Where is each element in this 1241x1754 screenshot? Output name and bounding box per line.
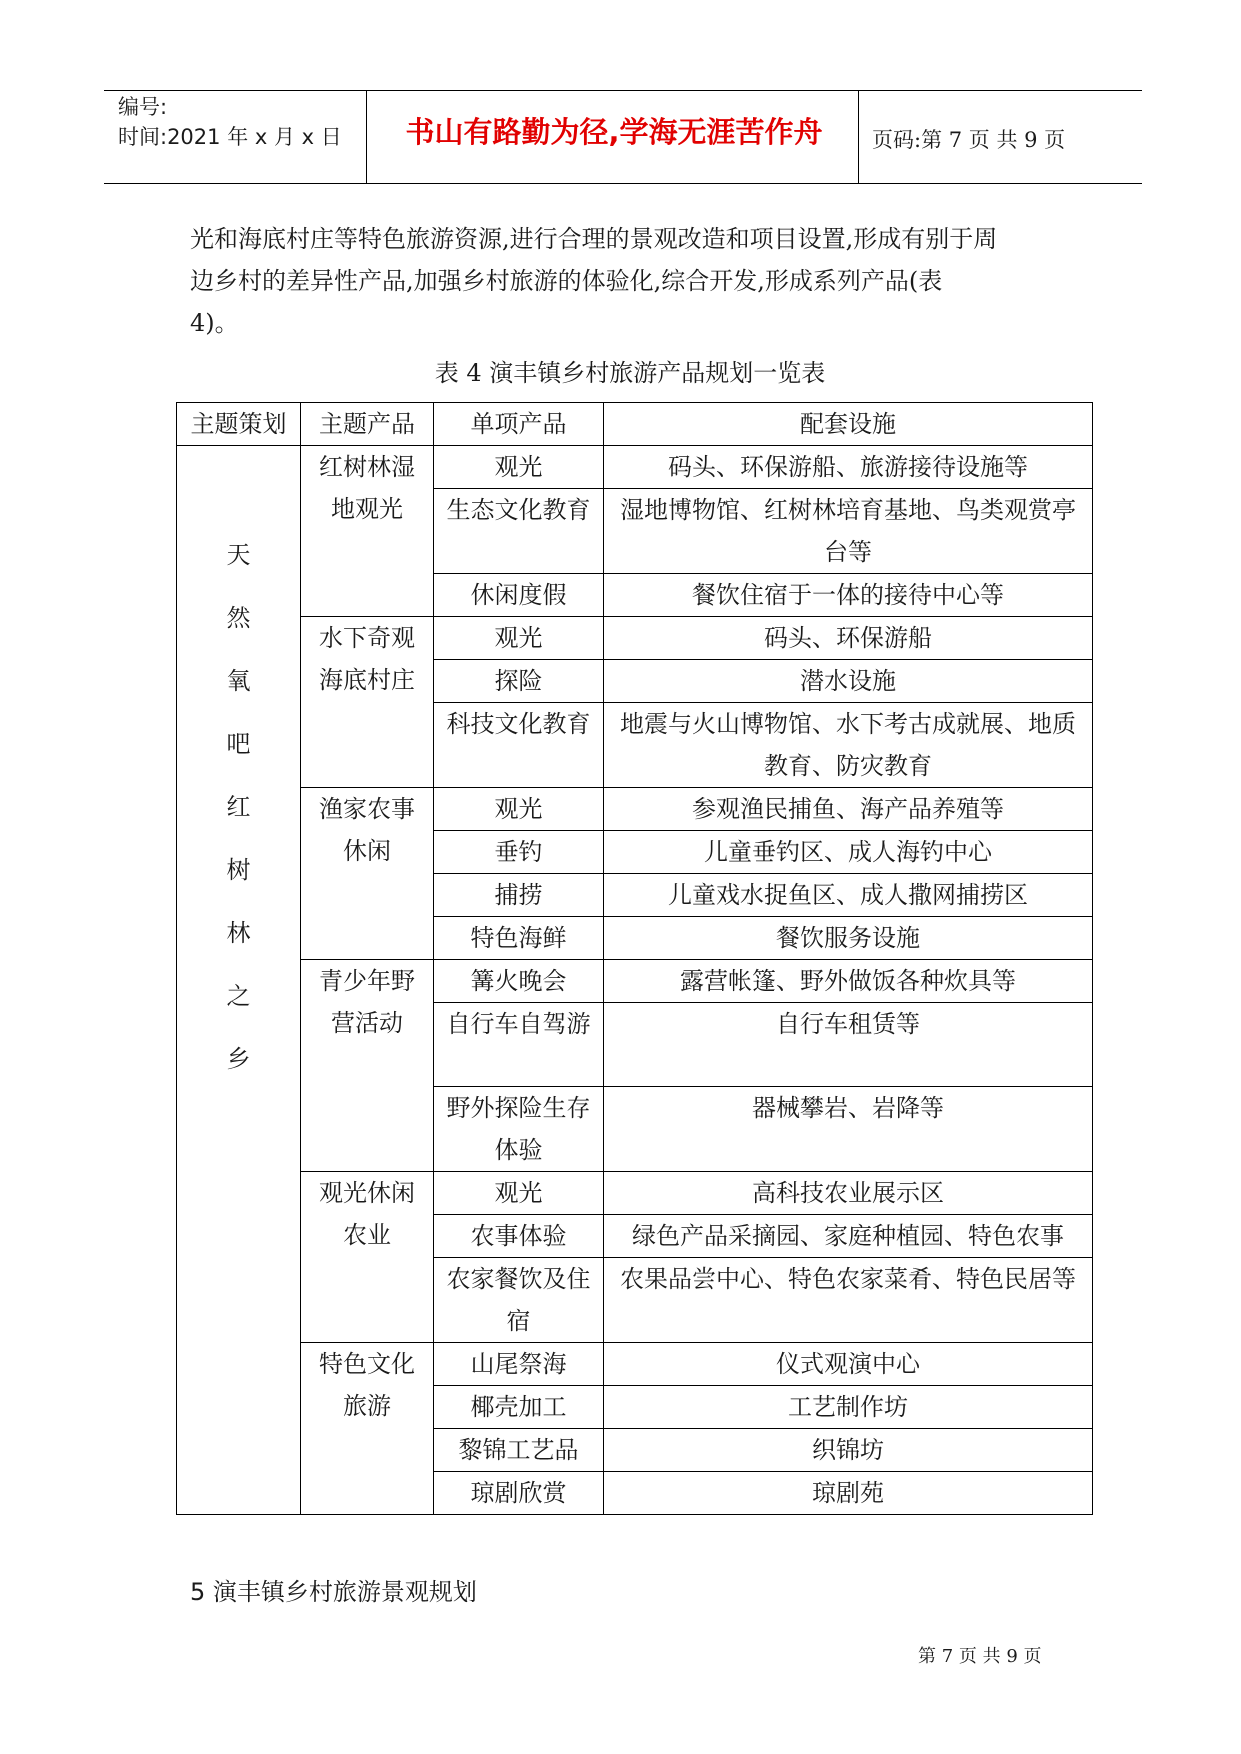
facility-cell: 参观渔民捕鱼、海产品养殖等 (604, 788, 1093, 831)
item-product-cell: 篝火晚会 (434, 960, 604, 1003)
theme-product-cell: 红树林湿地观光 (301, 446, 434, 617)
facility-cell: 湿地博物馆、红树林培育基地、鸟类观赏亭台等 (604, 489, 1093, 574)
header-bottom-rule (104, 183, 1142, 184)
theme-product-cell: 渔家农事休闲 (301, 788, 434, 960)
table-row (177, 1172, 1093, 1215)
facility-cell: 绿色产品采摘园、家庭种植园、特色农事 (604, 1215, 1093, 1258)
table-row (177, 960, 1093, 1003)
theme-char: 乡 (226, 1045, 251, 1073)
table-row (177, 446, 1093, 489)
theme-char: 红 (226, 793, 251, 821)
header-meta (118, 92, 342, 152)
item-product-cell: 自行车自驾游 (434, 1003, 604, 1087)
item-product-cell: 琼剧欣赏 (434, 1472, 604, 1515)
theme-product-cell: 特色文化旅游 (301, 1343, 434, 1515)
item-product-cell: 农事体验 (434, 1215, 604, 1258)
facility-cell: 码头、环保游船、旅游接待设施等 (604, 446, 1093, 489)
item-product-cell: 野外探险生存体验 (434, 1087, 604, 1172)
header-motto: 书山有路勤为径,学海无涯苦作舟 (405, 115, 823, 149)
facility-cell: 潜水设施 (604, 660, 1093, 703)
table-header-row (177, 403, 1093, 446)
column-header: 配套设施 (604, 403, 1093, 446)
document-number-label: 编号: (118, 95, 168, 119)
document-time-label: 时间:2021 年 x 月 x 日 (118, 125, 342, 149)
item-product-cell: 休闲度假 (434, 574, 604, 617)
facility-cell: 儿童戏水捉鱼区、成人撒网捕捞区 (604, 874, 1093, 917)
facility-cell: 器械攀岩、岩降等 (604, 1087, 1093, 1172)
item-product-cell: 观光 (434, 788, 604, 831)
column-header: 单项产品 (434, 403, 604, 446)
item-product-cell: 山尾祭海 (434, 1343, 604, 1386)
column-header: 主题产品 (301, 403, 434, 446)
facility-cell: 琼剧苑 (604, 1472, 1093, 1515)
facility-cell: 仪式观演中心 (604, 1343, 1093, 1386)
item-product-cell: 捕捞 (434, 874, 604, 917)
facility-cell: 织锦坊 (604, 1429, 1093, 1472)
item-product-cell: 生态文化教育 (434, 489, 604, 574)
theme-char: 林 (226, 919, 251, 947)
facility-cell: 码头、环保游船 (604, 617, 1093, 660)
theme-cell (177, 446, 301, 1515)
item-product-cell: 黎锦工艺品 (434, 1429, 604, 1472)
item-product-cell: 科技文化教育 (434, 703, 604, 788)
item-product-cell: 观光 (434, 446, 604, 489)
theme-char: 天 (226, 541, 251, 569)
facility-cell: 餐饮服务设施 (604, 917, 1093, 960)
page-footer: 第 7 页 共 9 页 (918, 1646, 1042, 1667)
table-row (177, 788, 1093, 831)
facility-cell: 露营帐篷、野外做饭各种炊具等 (604, 960, 1093, 1003)
theme-char: 然 (226, 604, 251, 632)
product-plan-table (176, 402, 1093, 1515)
item-product-cell: 垂钓 (434, 831, 604, 874)
table-row (177, 617, 1093, 660)
facility-cell: 工艺制作坊 (604, 1386, 1093, 1429)
facility-cell: 儿童垂钓区、成人海钓中心 (604, 831, 1093, 874)
theme-char: 树 (226, 856, 251, 884)
item-product-cell: 观光 (434, 1172, 604, 1215)
column-header: 主题策划 (177, 403, 301, 446)
theme-product-cell: 青少年野营活动 (301, 960, 434, 1172)
facility-cell: 自行车租赁等 (604, 1003, 1093, 1087)
table-row (177, 1343, 1093, 1386)
theme-char: 氧 (226, 667, 251, 695)
theme-product-cell: 水下奇观海底村庄 (301, 617, 434, 788)
header-top-rule (104, 90, 1142, 91)
paragraph-line: 边乡村的差异性产品,加强乡村旅游的体验化,综合开发,形成系列产品(表 (190, 267, 943, 295)
facility-cell: 地震与火山博物馆、水下考古成就展、地质教育、防灾教育 (604, 703, 1093, 788)
item-product-cell: 观光 (434, 617, 604, 660)
item-product-cell: 特色海鲜 (434, 917, 604, 960)
paragraph-line: 光和海底村庄等特色旅游资源,进行合理的景观改造和项目设置,形成有别于周 (190, 225, 998, 253)
section-heading: 5 演丰镇乡村旅游景观规划 (190, 1578, 477, 1606)
header-page-number: 页码:第 7 页 共 9 页 (872, 128, 1066, 152)
body-paragraph (190, 218, 1070, 344)
theme-product-cell: 观光休闲农业 (301, 1172, 434, 1343)
facility-cell: 高科技农业展示区 (604, 1172, 1093, 1215)
item-product-cell: 农家餐饮及住宿 (434, 1258, 604, 1343)
paragraph-line: 4)。 (190, 309, 239, 337)
header-divider (366, 90, 367, 184)
facility-cell: 餐饮住宿于一体的接待中心等 (604, 574, 1093, 617)
item-product-cell: 探险 (434, 660, 604, 703)
table-caption: 表 4 演丰镇乡村旅游产品规划一览表 (434, 359, 826, 387)
theme-char: 吧 (226, 730, 251, 758)
facility-cell: 农果品尝中心、特色农家菜肴、特色民居等 (604, 1258, 1093, 1343)
item-product-cell: 椰壳加工 (434, 1386, 604, 1429)
theme-char: 之 (226, 982, 251, 1010)
